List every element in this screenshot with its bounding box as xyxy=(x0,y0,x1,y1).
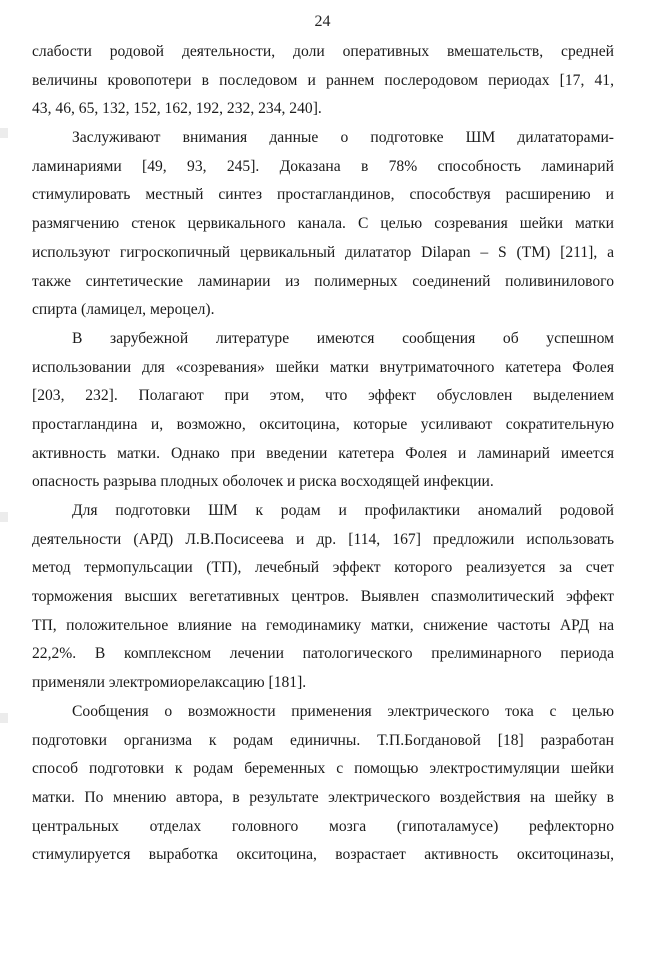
body-text xyxy=(32,38,614,870)
text-line: В зарубежной литературе имеются сообщения об успешном xyxy=(72,329,614,347)
paragraph xyxy=(32,698,614,870)
text-line: ламинариями [49, 93, 245]. Доказана в 78% способность ламинарий xyxy=(32,157,614,175)
page-number: 24 xyxy=(314,13,331,30)
scan-artifact xyxy=(0,128,8,138)
text-line: матки. По мнению автора, в результате электрического воздействия на шейку в xyxy=(32,788,614,806)
text-line: [203, 232]. Полагают при этом, что эффект обусловлен выделением xyxy=(32,387,614,405)
text-line: используют гигроскопичный цервикальный дилататор Dilapan – S (TM) [211], а xyxy=(32,243,614,261)
text-line: Для подготовки ШМ к родам и профилактики аномалий родовой xyxy=(72,502,614,519)
scan-artifact xyxy=(0,713,8,723)
text-line: Сообщения о возможности применения электрического тока с целью xyxy=(72,702,614,720)
text-line: стимулируется выработка окситоцина, возрастает активность окситоциназы, xyxy=(32,846,614,864)
text-line: 43, 46, 65, 132, 152, 162, 192, 232, 234, 240]. xyxy=(32,100,322,118)
paragraph xyxy=(32,124,614,325)
text-line: использовании для «созревания» шейки матки внутриматочного катетера Фолея xyxy=(32,358,614,376)
text-line: стимулировать местный синтез простагландинов, способствуя расширению и xyxy=(32,186,614,204)
text-line: деятельности (АРД) Л.В.Посисеева и др. [114, 167] предложили использовать xyxy=(32,530,614,548)
text-line: также синтетические ламинарии из полимерных соединений поливинилового xyxy=(32,272,614,290)
text-line: простагландина и, возможно, окситоцина, которые усиливают сократительную xyxy=(32,415,614,433)
paragraph xyxy=(32,497,614,698)
text-line: Заслуживают внимания данные о подготовке ШМ дилататорами- xyxy=(72,129,614,147)
scan-artifact xyxy=(0,512,8,522)
text-line: способ подготовки к родам беременных с помощью электростимуляции шейки xyxy=(32,760,614,778)
text-line: метод термопульсации (ТП), лечебный эффект которого реализуется за счет xyxy=(32,559,614,577)
text-line: опасность разрыва плодных оболочек и риска восходящей инфекции. xyxy=(32,473,494,491)
paragraph xyxy=(32,325,614,497)
text-line: 22,2%. В комплексном лечении патологического прелиминарного периода xyxy=(32,645,614,663)
text-line: торможения высших вегетативных центров. Выявлен спазмолитический эффект xyxy=(32,588,614,606)
text-line: спирта (ламицел, мероцел). xyxy=(32,301,215,319)
text-line: применяли электромиорелаксацию [181]. xyxy=(32,674,307,692)
text-line: центральных отделах головного мозга (гипоталамусе) рефлекторно xyxy=(32,817,614,835)
text-line: размягчению стенок цервикального канала. С целью созревания шейки матки xyxy=(32,215,614,233)
text-line: ТП, положительное влияние на гемодинамику матки, снижение частоты АРД на xyxy=(32,616,614,634)
text-line: слабости родовой деятельности, доли оперативных вмешательств, средней xyxy=(32,43,614,60)
paragraph xyxy=(32,38,614,124)
text-line: активность матки. Однако при введении катетера Фолея и ламинарий имеется xyxy=(32,444,614,462)
text-line: подготовки организма к родам единичны. Т.П.Богдановой [18] разработан xyxy=(32,731,614,749)
text-line: величины кровопотери в последовом и раннем послеродовом периодах [17, 41, xyxy=(32,71,614,89)
